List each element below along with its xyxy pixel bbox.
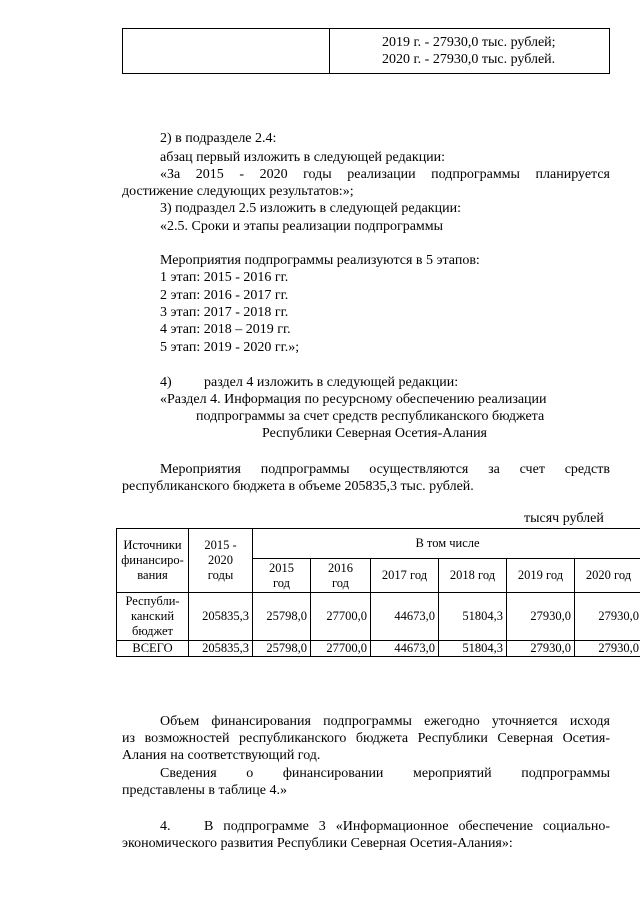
paragraph-abzac: абзац первый изложить в следующей редакции:	[160, 150, 446, 165]
cell-2015: 25798,0	[253, 641, 311, 657]
header-year-2015: 2015 год	[253, 559, 311, 593]
header-source: Источники финансиро- вания	[117, 529, 189, 593]
after-para1-line2: из возможностей республиканского бюджета Республики Северная Осетия-	[122, 731, 610, 746]
stage-5: 5 этап: 2019 - 2020 гг.»;	[160, 340, 300, 355]
row-label: Республи- канский бюджет	[117, 593, 189, 641]
stage-4: 4 этап: 2018 – 2019 гг.	[160, 322, 291, 337]
after-para2-line1: Сведения о финансировании мероприятий подпрограммы	[160, 766, 610, 781]
item-4-line1: В подпрограмме 3 «Информационное обеспечение социально-	[204, 819, 610, 834]
funding-paragraph-line1: Мероприятия подпрограммы осуществляются за счет средств	[160, 462, 610, 477]
after-para2-line2: представлены в таблице 4.»	[122, 783, 287, 798]
header-year-2018: 2018 год	[439, 559, 507, 593]
cell-2018: 51804,3	[439, 593, 507, 641]
funding-paragraph-line2: республиканского бюджета в объеме 205835,3 тыс. рублей.	[122, 479, 474, 494]
table-cell-empty	[123, 29, 330, 74]
paragraph-quote-line2: достижение следующих результатов:»;	[122, 184, 354, 199]
header-year-2020: 2020 год	[575, 559, 640, 593]
finance-table	[116, 528, 640, 657]
header-year-2017: 2017 год	[371, 559, 439, 593]
cell-2019: 27930,0	[507, 641, 575, 657]
cell-2015: 25798,0	[253, 593, 311, 641]
stage-1: 1 этап: 2015 - 2016 гг.	[160, 270, 289, 285]
header-year-2019: 2019 год	[507, 559, 575, 593]
paragraph-2: 2) в подразделе 2.4:	[160, 131, 277, 146]
section-title-line1: «Раздел 4. Информация по ресурсному обеспечению реализации	[160, 392, 547, 407]
cell-2016: 27700,0	[311, 593, 371, 641]
cell-2020: 27930,0	[575, 641, 640, 657]
after-para1-line3: Алания на соответствующий год.	[122, 748, 321, 763]
header-year-2016: 2016 год	[311, 559, 371, 593]
table-row	[117, 593, 640, 641]
item-4-line2: экономического развития Республики Северная Осетия-Алания»:	[122, 836, 513, 851]
row-label: ВСЕГО	[117, 641, 189, 657]
cell-2017: 44673,0	[371, 593, 439, 641]
stage-3: 3 этап: 2017 - 2018 гг.	[160, 305, 289, 320]
header-total: 2015 - 2020 годы	[189, 529, 253, 593]
cell-total: 205835,3	[189, 641, 253, 657]
subsection-heading: «2.5. Сроки и этапы реализации подпрограммы	[160, 219, 444, 234]
paragraph-4-text: раздел 4 изложить в следующей редакции:	[204, 375, 459, 390]
cell-total: 205835,3	[189, 593, 253, 641]
section-title-line3: Республики Северная Осетия-Алания	[262, 426, 487, 441]
unit-label: тысяч рублей	[524, 511, 604, 526]
stage-2: 2 этап: 2016 - 2017 гг.	[160, 288, 289, 303]
table-row-total	[117, 641, 640, 657]
budget-table-fragment	[122, 28, 610, 74]
cell-2017: 44673,0	[371, 641, 439, 657]
stages-intro: Мероприятия подпрограммы реализуются в 5 этапов:	[160, 253, 480, 268]
cell-2019: 27930,0	[507, 593, 575, 641]
cell-2018: 51804,3	[439, 641, 507, 657]
item-4-number: 4.	[160, 819, 171, 834]
cell-2016: 27700,0	[311, 641, 371, 657]
paragraph-4-number: 4)	[160, 375, 172, 390]
section-title-line2: подпрограммы за счет средств республиканского бюджета	[196, 409, 545, 424]
paragraph-quote-line1: «За 2015 - 2020 годы реализации подпрограммы планируется	[160, 167, 610, 182]
paragraph-3: 3) подраздел 2.5 изложить в следующей редакции:	[160, 201, 461, 216]
year-line-2019: 2019 г. - 27930,0 тыс. рублей;	[382, 35, 556, 50]
year-line-2020: 2020 г. - 27930,0 тыс. рублей.	[382, 52, 556, 67]
header-including: В том числе	[253, 529, 640, 559]
table-cell-years	[330, 29, 610, 74]
cell-2020: 27930,0	[575, 593, 640, 641]
after-para1-line1: Объем финансирования подпрограммы ежегодно уточняется исходя	[160, 714, 610, 729]
